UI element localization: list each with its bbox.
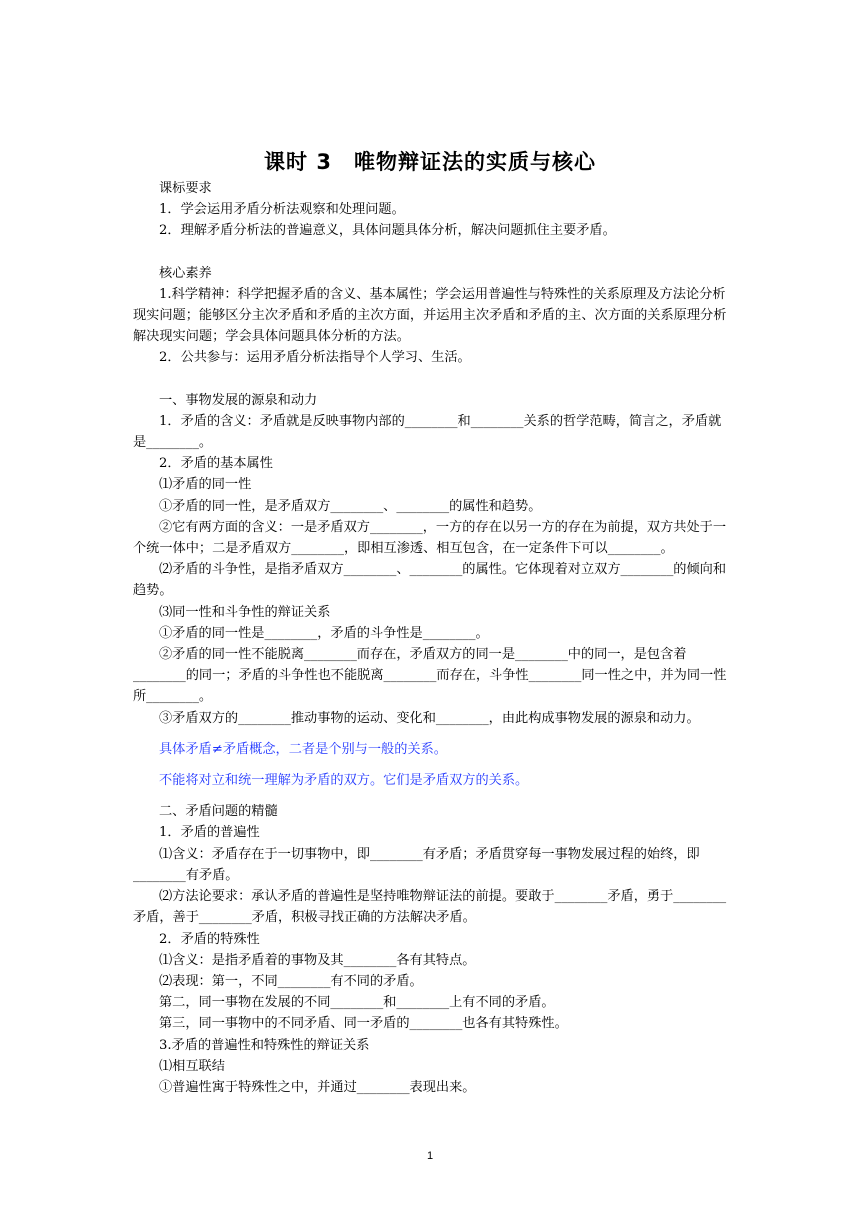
paragraph: 2．理解矛盾分析法的普遍意义，具体问题具体分析，解决问题抓住主要矛盾。 — [159, 223, 616, 239]
paragraph: ③矛盾双方的________推动事物的运动、变化和________，由此构成事物发展的源泉和动力。 — [159, 710, 700, 726]
page-number: 1 — [426, 1150, 434, 1162]
spacer — [133, 791, 729, 801]
paragraph: 不能将对立和统一理解为矛盾的双方。它们是矛盾双方的关系。 — [159, 773, 529, 789]
paragraph: ⑵矛盾的斗争性，是指矛盾双方________、________的属性。它体现着对立双方________的倾向和趋势。 — [133, 562, 727, 599]
paragraph: 1．学会运用矛盾分析法观察和处理问题。 — [159, 202, 405, 218]
paragraph: 具体矛盾≠矛盾概念，二者是个别与一般的关系。 — [159, 741, 447, 757]
paragraph: ①矛盾的同一性是________，矛盾的斗争性是________。 — [159, 625, 489, 641]
page-title: 课时 3 唯物辩证法的实质与核心 — [264, 150, 596, 174]
paragraph: ①矛盾的同一性，是矛盾双方________、________的属性和趋势。 — [159, 498, 542, 514]
spacer — [133, 760, 729, 770]
paragraph: 一、事物发展的源泉和动力 — [159, 392, 318, 408]
paragraph: 核心素养 — [159, 265, 212, 281]
paragraph: 第三，同一事物中的不同矛盾、同一矛盾的________也各有其特殊性。 — [159, 1016, 568, 1032]
paragraph: 二、矛盾问题的精髓 — [159, 804, 278, 820]
paragraph: ⑶同一性和斗争性的辩证关系 — [159, 604, 331, 620]
paragraph: ⑴含义：是指矛盾着的事物及其________各有其特点。 — [159, 952, 476, 968]
paragraph: 2．矛盾的基本属性 — [159, 456, 273, 472]
spacer — [133, 242, 729, 263]
paragraph: 1.科学精神：科学把握矛盾的含义、基本属性；学会运用普遍性与特殊性的关系原理及方法论分析现实问题；能够区分主次矛盾和矛盾的主次方面，并运用主次矛盾和矛盾的主、次方面的关系原理分析解决现实问题；学会具体问题具体分析的方法。 — [133, 286, 727, 345]
paragraph: ⑴相互联结 — [159, 1058, 225, 1074]
paragraph: ②它有两方面的含义：一是矛盾双方________，一方的存在以另一方的存在为前提，双方共处于一个统一体中；二是矛盾双方________，即相互渗透、相互包含，在一定条件下可以________。 — [133, 519, 727, 557]
spacer — [133, 729, 729, 739]
paragraph: 2．矛盾的特殊性 — [159, 931, 260, 947]
paragraph: 2．公共参与：运用矛盾分析法指导个人学习、生活。 — [159, 350, 471, 366]
paragraph: ⑵表现：第一，不同________有不同的矛盾。 — [159, 973, 423, 989]
paragraph: ①普遍性寓于特殊性之中，并通过________表现出来。 — [159, 1079, 476, 1095]
paragraph: ⑵方法论要求：承认矛盾的普遍性是坚持唯物辩证法的前提。要敢于________矛盾，勇于________矛盾，善于________矛盾，积极寻找正确的方法解决矛盾。 — [133, 889, 727, 926]
paragraph: 1．矛盾的含义：矛盾就是反映事物内部的________和________关系的哲学范畴，简言之，矛盾就是________。 — [133, 413, 722, 451]
paragraph: 3.矛盾的普遍性和特殊性的辩证关系 — [159, 1037, 370, 1053]
paragraph: ⑴含义：矛盾存在于一切事物中，即________有矛盾；矛盾贯穿每一事物发展过程的始终，即________有矛盾。 — [133, 846, 700, 883]
spacer — [133, 369, 729, 390]
paragraph: ⑴矛盾的同一性 — [159, 477, 252, 493]
paragraph: 1．矛盾的普遍性 — [159, 825, 260, 841]
paragraph: 第二，同一事物在发展的不同________和________上有不同的矛盾。 — [159, 995, 555, 1011]
paragraph: 课标要求 — [159, 181, 212, 196]
document-body — [133, 178, 729, 1098]
paragraph: ②矛盾的同一性不能脱离________而存在，矛盾双方的同一是________中的同一，是包含着________的同一；矛盾的斗争性也不能脱离________而存在，斗争性________同一性之中，并为同一性所________。 — [133, 647, 727, 705]
